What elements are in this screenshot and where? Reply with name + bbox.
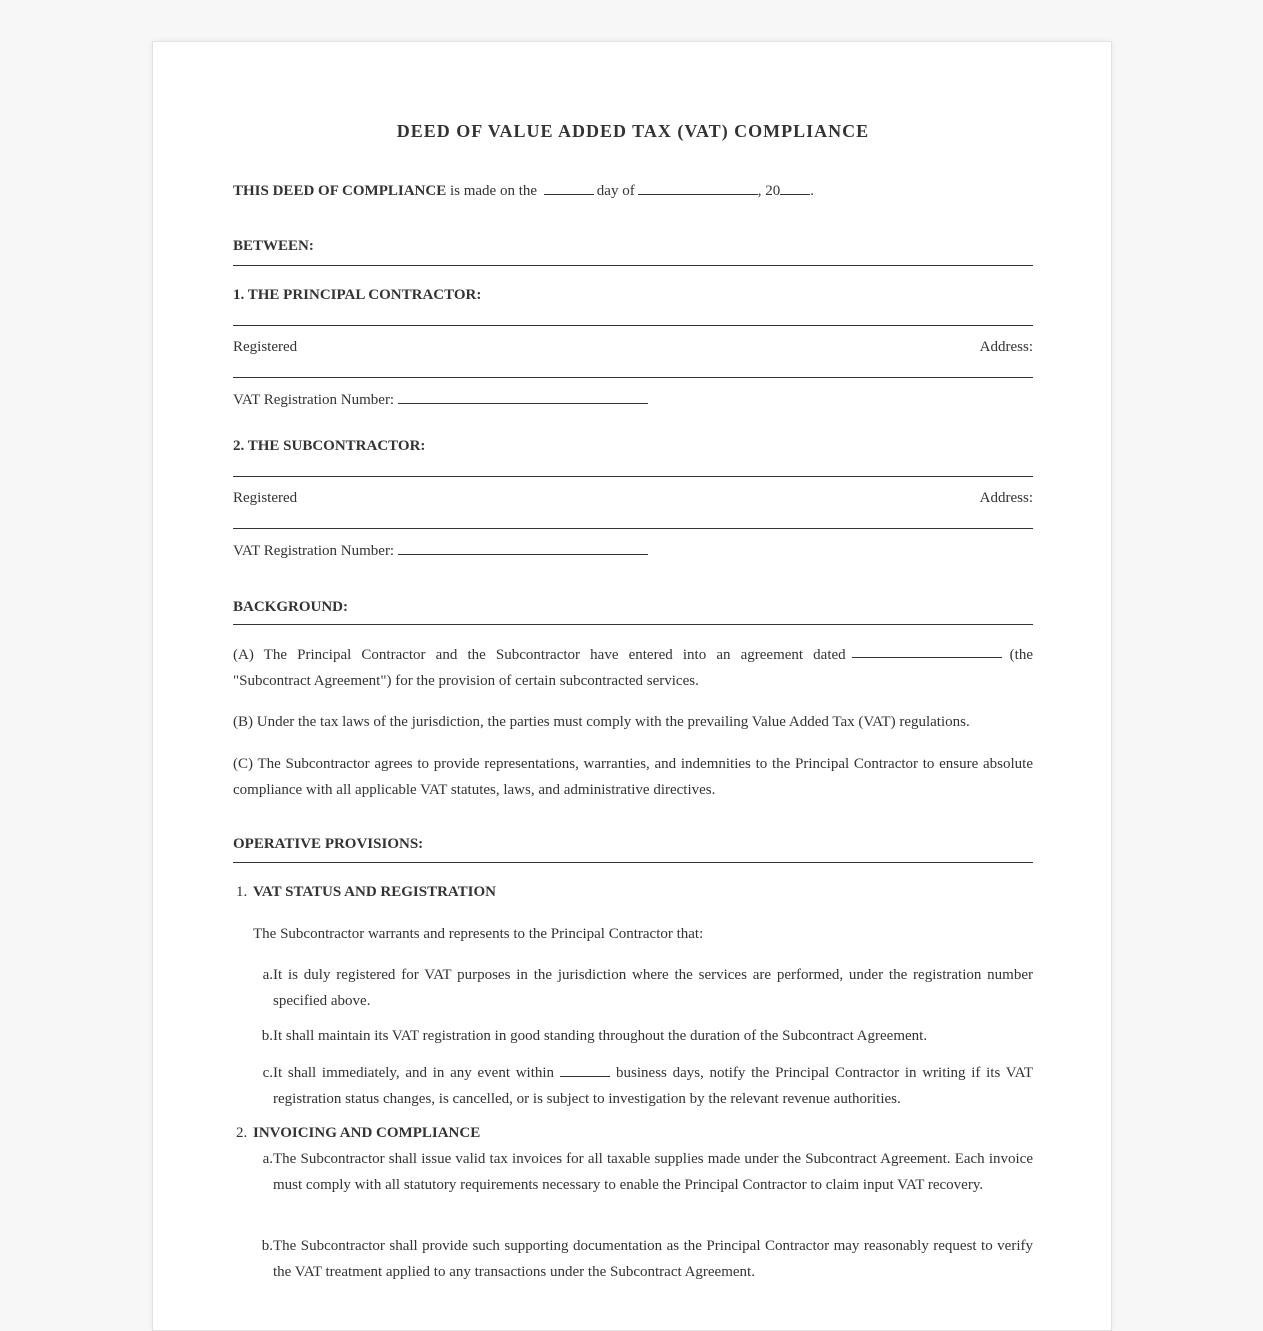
divider (233, 862, 1033, 863)
section2-heading (236, 1120, 1033, 1146)
document-page (152, 41, 1112, 1331)
year-blank[interactable] (780, 180, 810, 195)
section1-title: VAT STATUS AND REGISTRATION (253, 884, 496, 900)
background-b: (B) Under the tax laws of the jurisdiction, the parties must comply with the prevailing Value Added Tax (VAT) regulations. (233, 714, 970, 730)
intro-text-4: . (810, 183, 814, 199)
party2-address-row (233, 485, 1033, 511)
section1-lead: The Subcontractor warrants and represents to the Principal Contractor that: (253, 926, 704, 942)
party2-name-line[interactable] (233, 476, 1033, 477)
section1-item-c (253, 1060, 1033, 1112)
item-text: It shall maintain its VAT registration in good standing throughout the duration of the Subcontract Agreement. (273, 1028, 928, 1044)
section2-item-a (253, 1146, 1033, 1198)
section1-item-b (253, 1023, 1033, 1049)
party1-vat-blank[interactable] (398, 389, 648, 404)
party2-heading: 2. THE SUBCONTRACTOR: (233, 438, 426, 454)
section2-number: 2. (236, 1125, 248, 1141)
item-letter: a. (262, 967, 273, 983)
business-days-blank[interactable] (560, 1062, 610, 1077)
background-a-text1: (A) The Principal Contractor and the Subcontractor have entered into an agreement dated (233, 647, 846, 663)
item-text: It is duly registered for VAT purposes in the jurisdiction where the services are performed, under the registration number specified above. (273, 967, 1033, 1009)
section1-heading (236, 879, 1033, 905)
background-a-text2: (the (1009, 647, 1033, 663)
item-letter: c. (262, 1065, 273, 1081)
party2-vat-row (233, 538, 1033, 564)
between-heading: BETWEEN: (233, 238, 314, 254)
day-blank[interactable] (544, 180, 594, 195)
document-title: DEED OF VALUE ADDED TAX (VAT) COMPLIANCE (396, 121, 870, 141)
party2-address-line[interactable] (233, 528, 1033, 529)
item-text (273, 1060, 1033, 1112)
background-a (233, 642, 1033, 694)
intro-text-2: day of (596, 183, 635, 199)
item-text: The Subcontractor shall issue valid tax invoices for all taxable supplies made under the Subcontract Agreement. Each invoice must comply with all statutory requirements necessary to enable the Principal Contractor to claim input VAT recovery. (273, 1151, 1033, 1193)
item-c-pre: It shall immediately, and in any event within (273, 1065, 555, 1081)
party2-vat-label: VAT Registration Number: (233, 543, 395, 559)
intro-text-3: , 20 (757, 183, 781, 199)
background-heading: BACKGROUND: (233, 599, 348, 615)
background-a-line2: "Subcontract Agreement") for the provision of certain subcontracted services. (233, 673, 699, 689)
item-text: The Subcontractor shall provide such supporting documentation as the Principal Contractor may reasonably request to verify the VAT treatment applied to any transactions under the Subcontract Agreement. (273, 1238, 1033, 1280)
party1-heading: 1. THE PRINCIPAL CONTRACTOR: (233, 287, 482, 303)
item-letter: b. (261, 1028, 273, 1044)
party2-registered: Registered (233, 490, 298, 506)
intro-line (233, 178, 1033, 204)
intro-text-1: is made on the (449, 183, 538, 199)
agreement-date-blank[interactable] (852, 653, 1002, 658)
item-c-post: business days, notify the Principal Contractor in writing if its VAT registration status changes, is cancelled, or is subject to investigation by the relevant revenue authorities. (273, 1065, 1033, 1107)
party1-name-line[interactable] (233, 325, 1033, 326)
item-letter: b. (261, 1238, 273, 1254)
party1-vat-label: VAT Registration Number: (233, 392, 395, 408)
section2-title: INVOICING AND COMPLIANCE (253, 1125, 481, 1141)
party1-vat-row (233, 387, 1033, 413)
operative-heading: OPERATIVE PROVISIONS: (233, 836, 424, 852)
background-a-line1 (233, 642, 1033, 668)
party2-address-label: Address: (979, 490, 1033, 506)
intro-lead: THIS DEED OF COMPLIANCE (233, 183, 447, 199)
party1-address-row (233, 334, 1033, 360)
background-c: (C) The Subcontractor agrees to provide representations, warranties, and indemnities to the Principal Contractor to ensure absolute compliance with all applicable VAT statutes, laws, and administrative directives. (233, 756, 1033, 798)
divider (233, 265, 1033, 266)
party1-address-line[interactable] (233, 377, 1033, 378)
party1-registered: Registered (233, 339, 298, 355)
divider (233, 624, 1033, 625)
item-letter: a. (262, 1151, 273, 1167)
party1-address-label: Address: (979, 339, 1033, 355)
section1-item-a (253, 962, 1033, 1014)
month-blank[interactable] (638, 180, 758, 195)
section1-number: 1. (236, 884, 248, 900)
section2-item-b (253, 1233, 1033, 1285)
party2-vat-blank[interactable] (398, 540, 648, 555)
